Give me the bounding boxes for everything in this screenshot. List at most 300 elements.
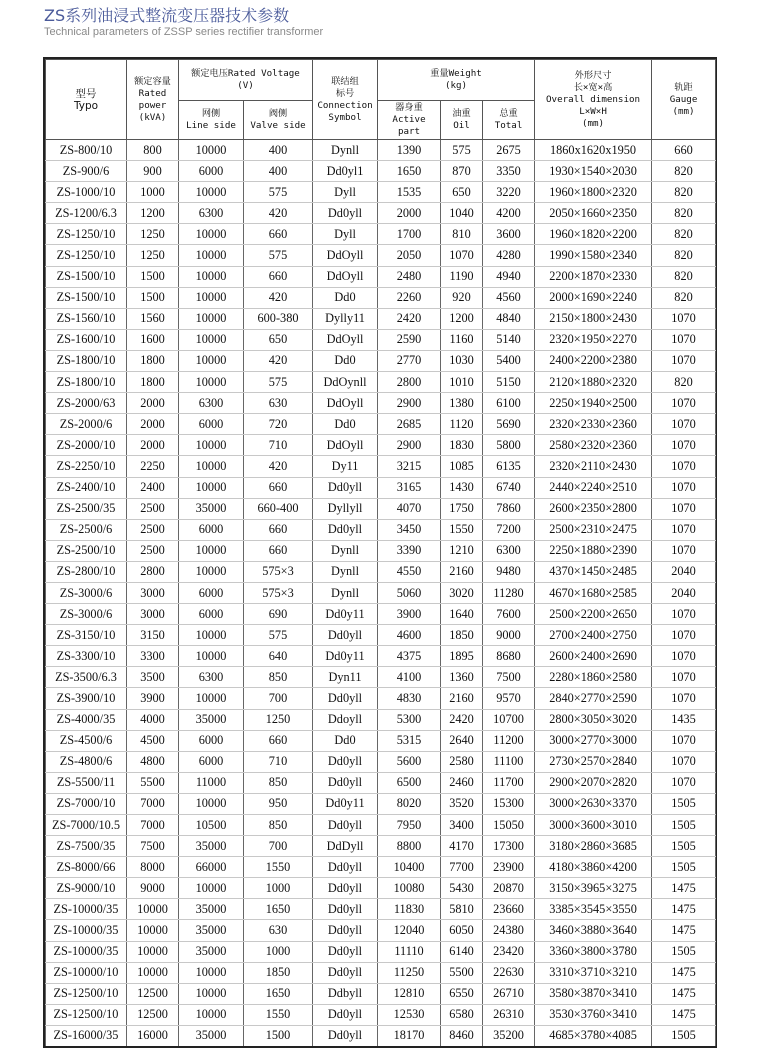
cell-total: 23660 [483, 899, 535, 920]
cell-connection: Dd0y11 [313, 646, 378, 667]
cell-connection: Dd0yll [313, 625, 378, 646]
cell-valve-side: 420 [244, 456, 313, 477]
cell-gauge: 1070 [652, 329, 716, 350]
cell-line-side: 6300 [179, 203, 244, 224]
cell-dimension: 2120×1880×2320 [535, 372, 652, 393]
cell-valve-side: 660 [244, 730, 313, 751]
table-row [46, 498, 716, 519]
cell-gauge: 1475 [652, 878, 716, 899]
cell-dimension: 1860x1620x1950 [535, 140, 652, 161]
cell-gauge: 1475 [652, 962, 716, 983]
cell-gauge: 1070 [652, 625, 716, 646]
cell-type: ZS-8000/66 [46, 857, 127, 878]
cell-valve-side: 710 [244, 751, 313, 772]
cell-type: ZS-16000/35 [46, 1025, 127, 1046]
cell-valve-side: 1650 [244, 899, 313, 920]
cell-connection: DdOyll [313, 329, 378, 350]
cell-connection: Dd0yll [313, 772, 378, 793]
cell-rated-power: 3300 [127, 646, 179, 667]
cell-line-side: 10000 [179, 962, 244, 983]
cell-total: 7600 [483, 604, 535, 625]
cell-type: ZS-1800/10 [46, 350, 127, 371]
cell-valve-side: 575 [244, 245, 313, 266]
cell-oil: 1010 [441, 372, 483, 393]
cell-type: ZS-7500/35 [46, 836, 127, 857]
cell-rated-power: 7500 [127, 836, 179, 857]
cell-type: ZS-7000/10.5 [46, 815, 127, 836]
cell-oil: 1850 [441, 625, 483, 646]
cell-connection: Dd0yll [313, 1025, 378, 1046]
cell-rated-power: 2500 [127, 498, 179, 519]
parameters-table-frame [43, 57, 717, 1048]
cell-active-part: 8800 [378, 836, 441, 857]
table-row [46, 203, 716, 224]
cell-valve-side: 710 [244, 435, 313, 456]
header-rated-voltage: 额定电压Rated Voltage (V) [179, 60, 313, 101]
cell-connection: Dyll [313, 224, 378, 245]
cell-oil: 1210 [441, 540, 483, 561]
cell-active-part: 2770 [378, 350, 441, 371]
header-connection-symbol: 联结组 标号 Connection Symbol [313, 60, 378, 140]
table-row [46, 350, 716, 371]
table-row [46, 920, 716, 941]
cell-line-side: 10000 [179, 287, 244, 308]
cell-dimension: 2730×2570×2840 [535, 751, 652, 772]
cell-total: 15300 [483, 793, 535, 814]
table-row [46, 815, 716, 836]
cell-connection: DdDyll [313, 836, 378, 857]
cell-rated-power: 1000 [127, 182, 179, 203]
header-active-part: 器身重 Active part [378, 101, 441, 140]
cell-dimension: 3180×2860×3685 [535, 836, 652, 857]
cell-rated-power: 3000 [127, 604, 179, 625]
cell-valve-side: 420 [244, 350, 313, 371]
cell-rated-power: 4800 [127, 751, 179, 772]
cell-type: ZS-4500/6 [46, 730, 127, 751]
cell-total: 23420 [483, 941, 535, 962]
cell-oil: 1750 [441, 498, 483, 519]
cell-line-side: 10000 [179, 540, 244, 561]
cell-total: 15050 [483, 815, 535, 836]
cell-connection: Dd0yll [313, 878, 378, 899]
cell-connection: Dd0yll [313, 857, 378, 878]
cell-type: ZS-10000/35 [46, 920, 127, 941]
cell-rated-power: 1500 [127, 287, 179, 308]
cell-total: 9480 [483, 561, 535, 582]
cell-type: ZS-2000/63 [46, 393, 127, 414]
cell-type: ZS-10000/35 [46, 899, 127, 920]
cell-connection: Dd0y11 [313, 793, 378, 814]
table-row [46, 646, 716, 667]
cell-total: 4560 [483, 287, 535, 308]
cell-oil: 2580 [441, 751, 483, 772]
table-row [46, 329, 716, 350]
cell-dimension: 3580×3870×3410 [535, 983, 652, 1004]
cell-connection: Dd0y11 [313, 604, 378, 625]
cell-type: ZS-5500/11 [46, 772, 127, 793]
cell-line-side: 10000 [179, 983, 244, 1004]
cell-active-part: 2480 [378, 266, 441, 287]
cell-connection: Ddoyll [313, 709, 378, 730]
cell-line-side: 6300 [179, 667, 244, 688]
cell-type: ZS-2800/10 [46, 561, 127, 582]
cell-oil: 1030 [441, 350, 483, 371]
cell-connection: Dd0yll [313, 519, 378, 540]
cell-active-part: 2000 [378, 203, 441, 224]
cell-gauge: 820 [652, 287, 716, 308]
cell-type: ZS-4800/6 [46, 751, 127, 772]
cell-connection: DdOyll [313, 245, 378, 266]
cell-active-part: 4375 [378, 646, 441, 667]
header-dimension: 外形尺寸 长×宽×高 Overall dimension L×W×H (mm) [535, 60, 652, 140]
table-row [46, 519, 716, 540]
cell-gauge: 820 [652, 203, 716, 224]
cell-rated-power: 10000 [127, 899, 179, 920]
cell-active-part: 12530 [378, 1004, 441, 1025]
cell-rated-power: 1250 [127, 245, 179, 266]
cell-active-part: 10080 [378, 878, 441, 899]
header-total: 总重 Total [483, 101, 535, 140]
cell-gauge: 1475 [652, 983, 716, 1004]
cell-oil: 1160 [441, 329, 483, 350]
cell-total: 11700 [483, 772, 535, 793]
table-row [46, 456, 716, 477]
table-row [46, 836, 716, 857]
cell-dimension: 4370×1450×2485 [535, 561, 652, 582]
cell-type: ZS-1600/10 [46, 329, 127, 350]
cell-connection: Dd0 [313, 730, 378, 751]
cell-gauge: 820 [652, 245, 716, 266]
cell-rated-power: 2000 [127, 414, 179, 435]
cell-total: 6300 [483, 540, 535, 561]
cell-line-side: 35000 [179, 1025, 244, 1046]
cell-active-part: 7950 [378, 815, 441, 836]
cell-gauge: 1070 [652, 350, 716, 371]
cell-line-side: 10000 [179, 435, 244, 456]
cell-line-side: 10000 [179, 245, 244, 266]
cell-total: 23900 [483, 857, 535, 878]
cell-active-part: 3215 [378, 456, 441, 477]
cell-connection: Dd0yll [313, 962, 378, 983]
cell-rated-power: 12500 [127, 1004, 179, 1025]
header-rated-power: 额定容量 Rated power (kVA) [127, 60, 179, 140]
cell-valve-side: 660 [244, 224, 313, 245]
cell-line-side: 10000 [179, 477, 244, 498]
table-row [46, 372, 716, 393]
cell-type: ZS-1560/10 [46, 308, 127, 329]
cell-line-side: 10000 [179, 561, 244, 582]
table-row [46, 266, 716, 287]
cell-oil: 1040 [441, 203, 483, 224]
table-body [46, 140, 716, 1047]
cell-active-part: 5300 [378, 709, 441, 730]
table-row [46, 561, 716, 582]
cell-line-side: 35000 [179, 941, 244, 962]
cell-valve-side: 850 [244, 815, 313, 836]
table-row [46, 730, 716, 751]
cell-dimension: 2600×2400×2690 [535, 646, 652, 667]
cell-connection: Dyllyll [313, 498, 378, 519]
cell-active-part: 5315 [378, 730, 441, 751]
cell-type: ZS-2500/6 [46, 519, 127, 540]
table-row [46, 140, 716, 161]
cell-total: 7860 [483, 498, 535, 519]
table-row [46, 941, 716, 962]
cell-oil: 650 [441, 182, 483, 203]
table-row [46, 688, 716, 709]
cell-rated-power: 1200 [127, 203, 179, 224]
cell-type: ZS-7000/10 [46, 793, 127, 814]
cell-gauge: 1505 [652, 793, 716, 814]
cell-valve-side: 1650 [244, 983, 313, 1004]
cell-gauge: 820 [652, 224, 716, 245]
cell-dimension: 4180×3860×4200 [535, 857, 652, 878]
cell-line-side: 10000 [179, 688, 244, 709]
cell-dimension: 2320×2110×2430 [535, 456, 652, 477]
cell-type: ZS-10000/35 [46, 941, 127, 962]
cell-valve-side: 660 [244, 540, 313, 561]
cell-type: ZS-2000/6 [46, 414, 127, 435]
cell-line-side: 10000 [179, 456, 244, 477]
cell-line-side: 10000 [179, 625, 244, 646]
cell-type: ZS-9000/10 [46, 878, 127, 899]
cell-gauge: 1070 [652, 604, 716, 625]
cell-oil: 5430 [441, 878, 483, 899]
cell-line-side: 11000 [179, 772, 244, 793]
cell-oil: 870 [441, 161, 483, 182]
cell-active-part: 4550 [378, 561, 441, 582]
cell-type: ZS-3300/10 [46, 646, 127, 667]
cell-oil: 1085 [441, 456, 483, 477]
cell-active-part: 6500 [378, 772, 441, 793]
cell-connection: Dynll [313, 540, 378, 561]
cell-rated-power: 1600 [127, 329, 179, 350]
cell-rated-power: 2500 [127, 519, 179, 540]
cell-connection: Dynll [313, 140, 378, 161]
table-row [46, 793, 716, 814]
header-type: 型号 Typo [46, 60, 127, 140]
cell-dimension: 1990×1580×2340 [535, 245, 652, 266]
cell-line-side: 10000 [179, 266, 244, 287]
cell-connection: Dynll [313, 561, 378, 582]
cell-active-part: 3900 [378, 604, 441, 625]
page-title: ZS系列油浸式整流变压器技术参数 [44, 6, 290, 25]
cell-dimension: 2050×1660×2350 [535, 203, 652, 224]
cell-connection: Dd0yll [313, 751, 378, 772]
cell-line-side: 6000 [179, 730, 244, 751]
cell-rated-power: 800 [127, 140, 179, 161]
cell-valve-side: 400 [244, 161, 313, 182]
cell-line-side: 6000 [179, 161, 244, 182]
cell-total: 11280 [483, 582, 535, 603]
cell-connection: Dd0yll [313, 203, 378, 224]
cell-valve-side: 575 [244, 625, 313, 646]
cell-type: ZS-4000/35 [46, 709, 127, 730]
cell-oil: 1830 [441, 435, 483, 456]
cell-total: 4280 [483, 245, 535, 266]
cell-oil: 2160 [441, 688, 483, 709]
cell-oil: 2460 [441, 772, 483, 793]
cell-connection: Dd0yll [313, 1004, 378, 1025]
table-row [46, 604, 716, 625]
cell-total: 8680 [483, 646, 535, 667]
cell-valve-side: 630 [244, 920, 313, 941]
cell-rated-power: 10000 [127, 920, 179, 941]
cell-valve-side: 700 [244, 688, 313, 709]
cell-total: 9570 [483, 688, 535, 709]
cell-dimension: 3310×3710×3210 [535, 962, 652, 983]
cell-type: ZS-3500/6.3 [46, 667, 127, 688]
header-valve-side: 阀侧 Valve side [244, 101, 313, 140]
cell-valve-side: 575 [244, 372, 313, 393]
table-row [46, 308, 716, 329]
cell-valve-side: 400 [244, 140, 313, 161]
cell-valve-side: 850 [244, 772, 313, 793]
cell-dimension: 3460×3880×3640 [535, 920, 652, 941]
cell-active-part: 2800 [378, 372, 441, 393]
cell-valve-side: 1000 [244, 878, 313, 899]
cell-dimension: 2320×1950×2270 [535, 329, 652, 350]
cell-connection: Dy11 [313, 456, 378, 477]
table-row [46, 709, 716, 730]
cell-rated-power: 16000 [127, 1025, 179, 1046]
cell-type: ZS-2250/10 [46, 456, 127, 477]
table-row [46, 667, 716, 688]
cell-connection: Dd0yl1 [313, 161, 378, 182]
cell-rated-power: 10000 [127, 941, 179, 962]
cell-valve-side: 850 [244, 667, 313, 688]
cell-dimension: 2580×2320×2360 [535, 435, 652, 456]
cell-connection: DdOyll [313, 393, 378, 414]
cell-valve-side: 420 [244, 203, 313, 224]
cell-oil: 5500 [441, 962, 483, 983]
cell-connection: DdOyll [313, 266, 378, 287]
cell-oil: 3020 [441, 582, 483, 603]
cell-oil: 2420 [441, 709, 483, 730]
cell-valve-side: 950 [244, 793, 313, 814]
cell-active-part: 3165 [378, 477, 441, 498]
page-subtitle: Technical parameters of ZSSP series rectifier transformer [44, 26, 324, 38]
cell-rated-power: 2000 [127, 393, 179, 414]
table-row [46, 435, 716, 456]
cell-gauge: 820 [652, 372, 716, 393]
cell-oil: 6140 [441, 941, 483, 962]
cell-gauge: 1070 [652, 730, 716, 751]
cell-line-side: 6000 [179, 604, 244, 625]
cell-valve-side: 600-380 [244, 308, 313, 329]
parameters-table [45, 59, 716, 1046]
table-row [46, 287, 716, 308]
cell-line-side: 35000 [179, 709, 244, 730]
cell-active-part: 5060 [378, 582, 441, 603]
table-row [46, 878, 716, 899]
cell-total: 26310 [483, 1004, 535, 1025]
cell-rated-power: 3150 [127, 625, 179, 646]
cell-active-part: 4830 [378, 688, 441, 709]
cell-type: ZS-2500/35 [46, 498, 127, 519]
cell-rated-power: 1250 [127, 224, 179, 245]
cell-gauge: 1475 [652, 920, 716, 941]
cell-active-part: 1700 [378, 224, 441, 245]
cell-total: 6135 [483, 456, 535, 477]
table-row [46, 857, 716, 878]
cell-active-part: 4070 [378, 498, 441, 519]
cell-rated-power: 2250 [127, 456, 179, 477]
cell-rated-power: 1800 [127, 350, 179, 371]
table-row [46, 245, 716, 266]
table-row [46, 1025, 716, 1046]
cell-connection: Dyll [313, 182, 378, 203]
cell-type: ZS-3900/10 [46, 688, 127, 709]
table-header [46, 60, 716, 140]
cell-total: 6100 [483, 393, 535, 414]
cell-rated-power: 3000 [127, 582, 179, 603]
table-row [46, 540, 716, 561]
cell-total: 11100 [483, 751, 535, 772]
cell-line-side: 6000 [179, 751, 244, 772]
cell-rated-power: 1500 [127, 266, 179, 287]
cell-dimension: 2150×1800×2430 [535, 308, 652, 329]
cell-active-part: 11250 [378, 962, 441, 983]
cell-line-side: 6300 [179, 393, 244, 414]
cell-total: 4940 [483, 266, 535, 287]
cell-type: ZS-10000/10 [46, 962, 127, 983]
cell-rated-power: 10000 [127, 962, 179, 983]
cell-dimension: 2440×2240×2510 [535, 477, 652, 498]
table-row [46, 1004, 716, 1025]
table-row [46, 772, 716, 793]
cell-gauge: 1070 [652, 498, 716, 519]
cell-active-part: 1650 [378, 161, 441, 182]
cell-oil: 8460 [441, 1025, 483, 1046]
cell-total: 24380 [483, 920, 535, 941]
cell-connection: DdOynll [313, 372, 378, 393]
cell-oil: 1430 [441, 477, 483, 498]
cell-dimension: 3000×2770×3000 [535, 730, 652, 751]
cell-line-side: 10000 [179, 1004, 244, 1025]
cell-active-part: 2685 [378, 414, 441, 435]
cell-line-side: 6000 [179, 582, 244, 603]
cell-connection: Dd0yll [313, 941, 378, 962]
cell-gauge: 1070 [652, 646, 716, 667]
cell-oil: 2160 [441, 561, 483, 582]
cell-total: 7500 [483, 667, 535, 688]
cell-active-part: 11830 [378, 899, 441, 920]
cell-connection: Dd0yll [313, 815, 378, 836]
cell-dimension: 4670×1680×2585 [535, 582, 652, 603]
cell-gauge: 1070 [652, 435, 716, 456]
cell-oil: 6050 [441, 920, 483, 941]
cell-active-part: 5600 [378, 751, 441, 772]
cell-line-side: 6000 [179, 519, 244, 540]
cell-line-side: 10000 [179, 308, 244, 329]
cell-dimension: 3000×2630×3370 [535, 793, 652, 814]
cell-rated-power: 3900 [127, 688, 179, 709]
cell-total: 26710 [483, 983, 535, 1004]
cell-gauge: 1070 [652, 519, 716, 540]
cell-active-part: 1535 [378, 182, 441, 203]
cell-total: 5690 [483, 414, 535, 435]
cell-connection: Ddbyll [313, 983, 378, 1004]
cell-valve-side: 660 [244, 519, 313, 540]
cell-type: ZS-1800/10 [46, 372, 127, 393]
header-oil: 油重 Oil [441, 101, 483, 140]
cell-connection: Dd0 [313, 287, 378, 308]
cell-active-part: 2260 [378, 287, 441, 308]
cell-connection: Dd0 [313, 414, 378, 435]
cell-active-part: 2900 [378, 393, 441, 414]
cell-valve-side: 660 [244, 266, 313, 287]
